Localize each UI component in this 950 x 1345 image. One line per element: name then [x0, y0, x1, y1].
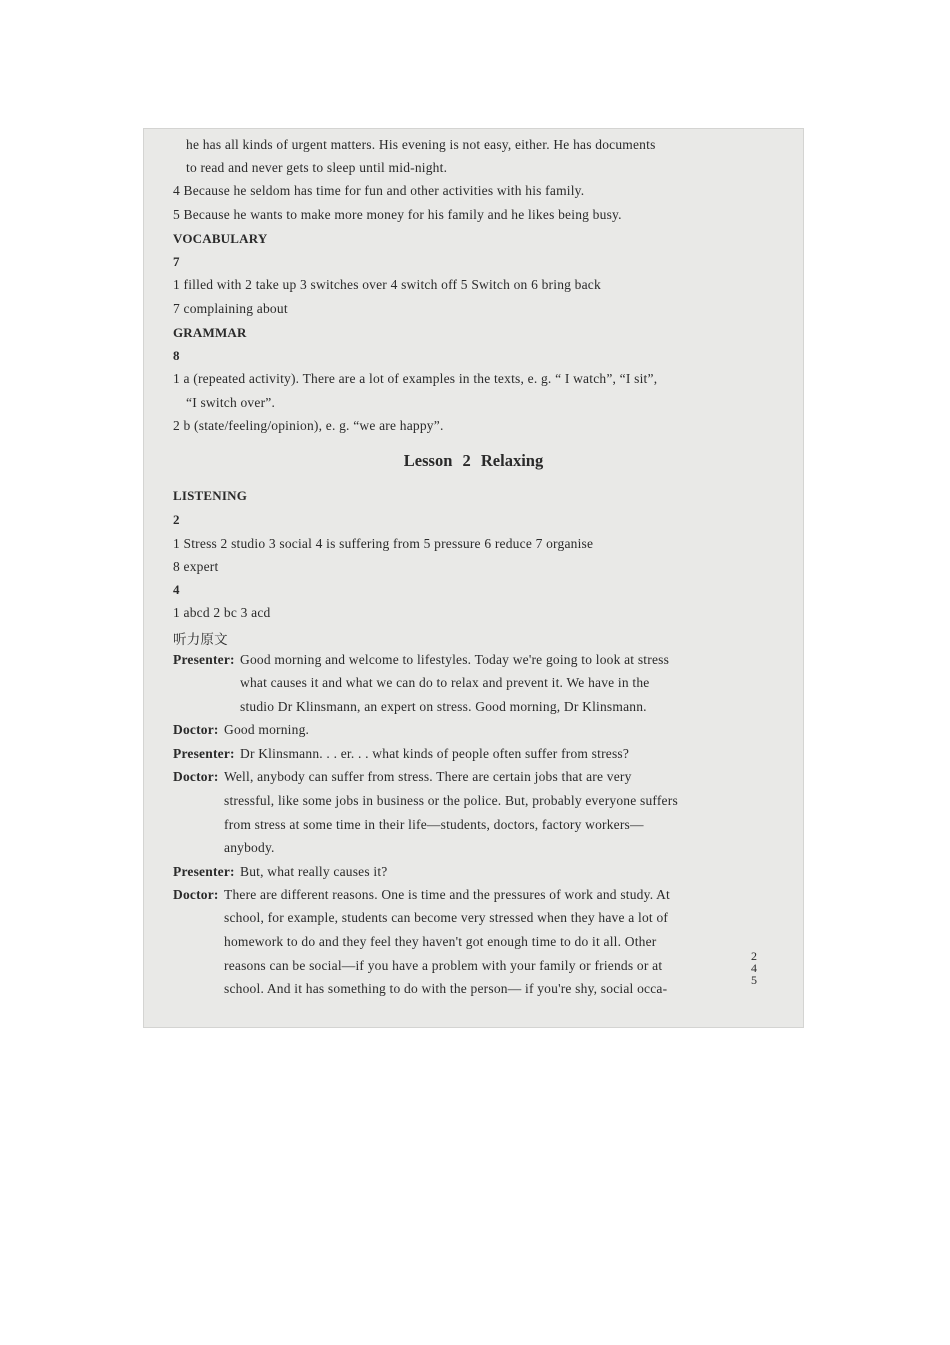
transcript-line: stressful, like some jobs in business or the police. But, probably everyone suffers — [224, 793, 678, 808]
transcript-line: Dr Klinsmann. . . er. . . what kinds of people often suffer from stress? — [240, 746, 630, 761]
exercise-number: 8 — [173, 348, 180, 363]
speaker-label: Doctor: — [173, 887, 219, 902]
transcript-line: Good morning and welcome to lifestyles. Today we're going to look at stress — [240, 652, 670, 667]
scanned-page — [143, 128, 804, 1028]
transcript-line: school. And it has something to do with the person— if you're shy, social occa- — [224, 981, 668, 996]
transcript-line: school, for example, students can become very stressed when they have a lot of — [224, 910, 669, 925]
listening-heading: LISTENING — [173, 488, 248, 503]
speaker-label: Doctor: — [173, 769, 219, 784]
page-number-digit: 4 — [751, 961, 757, 975]
page-number-digit: 5 — [751, 973, 757, 987]
transcript-line: from stress at some time in their life—students, doctors, factory workers— — [224, 817, 644, 832]
text-line: he has all kinds of urgent matters. His evening is not easy, either. He has documents — [186, 137, 656, 152]
transcript-line: what causes it and what we can do to relax and prevent it. We have in the — [240, 675, 650, 690]
transcript-line: reasons can be social—if you have a problem with your family or friends or at — [224, 958, 663, 973]
answer-line: 1 filled with 2 take up 3 switches over 4 switch off 5 Switch on 6 bring back — [173, 277, 601, 292]
answer-line: 8 expert — [173, 559, 219, 574]
transcript-line: Good morning. — [224, 722, 310, 737]
transcript-line: But, what really causes it? — [240, 864, 388, 879]
transcript-line: studio Dr Klinsmann, an expert on stress. Good morning, Dr Klinsmann. — [240, 699, 647, 714]
transcript-line: homework to do and they feel they haven't got enough time to do it all. Other — [224, 934, 657, 949]
speaker-label: Presenter: — [173, 652, 235, 667]
transcript-line: There are different reasons. One is time and the pressures of work and study. At — [224, 887, 670, 902]
speaker-label: Presenter: — [173, 746, 235, 761]
answer-line: 1 abcd 2 bc 3 acd — [173, 605, 271, 620]
grammar-heading: GRAMMAR — [173, 325, 247, 340]
exercise-number: 7 — [173, 254, 180, 269]
vocabulary-heading: VOCABULARY — [173, 231, 268, 246]
transcript-line: anybody. — [224, 840, 275, 855]
answer-line: 4 Because he seldom has time for fun and other activities with his family. — [173, 183, 585, 198]
exercise-number: 2 — [173, 512, 180, 527]
exercise-number: 4 — [173, 582, 180, 597]
page-number — [749, 950, 759, 986]
answer-line: 2 b (state/feeling/opinion), e. g. “we are happy”. — [173, 418, 444, 433]
speaker-label: Doctor: — [173, 722, 219, 737]
transcript-line: Well, anybody can suffer from stress. There are certain jobs that are very — [224, 769, 632, 784]
answer-line: 1 Stress 2 studio 3 social 4 is suffering from 5 pressure 6 reduce 7 organise — [173, 536, 594, 551]
answer-line: 7 complaining about — [173, 301, 288, 316]
answer-line: “I switch over”. — [186, 395, 276, 410]
page-number-digit: 2 — [751, 949, 757, 963]
text-line: to read and never gets to sleep until mid-night. — [186, 160, 448, 175]
speaker-label: Presenter: — [173, 864, 235, 879]
transcript-label: 听力原文 — [173, 632, 228, 647]
lesson-title: Lesson 2 Relaxing — [403, 451, 544, 470]
answer-line: 1 a (repeated activity). There are a lot of examples in the texts, e. g. “ I watch”, “I sit”, — [173, 371, 658, 386]
answer-line: 5 Because he wants to make more money for his family and he likes being busy. — [173, 207, 622, 222]
